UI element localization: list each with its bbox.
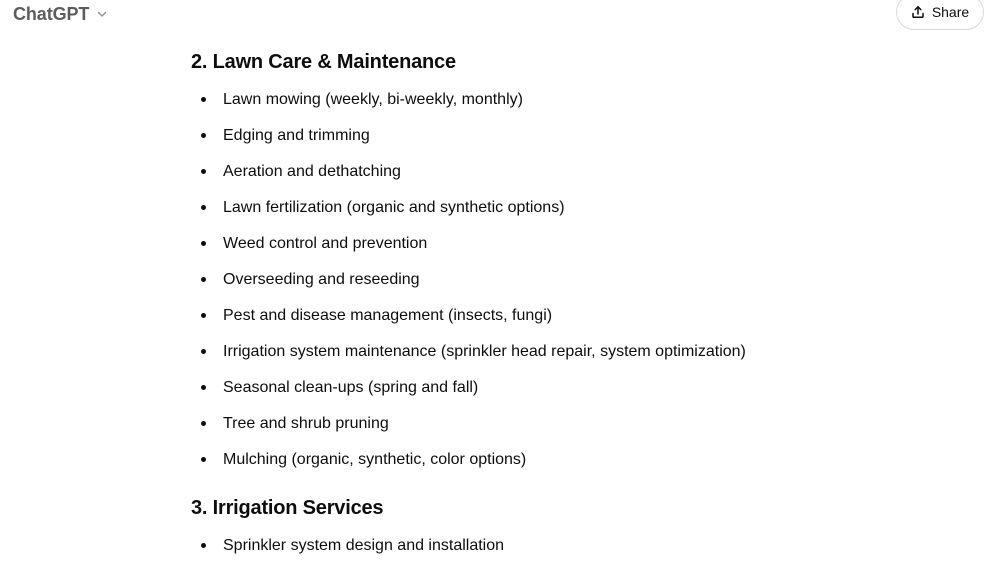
list-item (191, 528, 871, 564)
list-item (191, 262, 871, 298)
list-item-text: Irrigation system maintenance (sprinkler head repair, system optimization) (223, 343, 746, 360)
model-switcher[interactable] (13, 3, 108, 25)
list-item (191, 442, 871, 478)
bullet (201, 313, 206, 318)
bullet (201, 241, 206, 246)
list-item (191, 226, 871, 262)
list-item-text: Mulching (organic, synthetic, color options) (223, 451, 527, 468)
list-item-text: Weed control and prevention (223, 235, 428, 252)
bullet (201, 277, 206, 282)
share-label: Share (931, 4, 970, 20)
bullet (201, 169, 206, 174)
list-item-text: Edging and trimming (223, 127, 370, 144)
list-item (191, 406, 871, 442)
share-button[interactable] (896, 0, 984, 30)
share-icon (911, 5, 925, 19)
bullet (201, 349, 206, 354)
list-item-text: Lawn mowing (weekly, bi-weekly, monthly) (223, 91, 523, 108)
list-item (191, 118, 871, 154)
section-heading: 2. Lawn Care & Maintenance (191, 51, 456, 73)
list-item-text: Seasonal clean-ups (spring and fall) (223, 379, 479, 396)
bullet (201, 421, 206, 426)
list-item-text: Sprinkler system design and installation (223, 537, 505, 554)
list-item-text: Overseeding and reseeding (223, 271, 420, 288)
section-list (191, 82, 871, 478)
list-item-text: Tree and shrub pruning (223, 415, 389, 432)
list-item-text: Pest and disease management (insects, fungi) (223, 307, 553, 324)
list-item (191, 298, 871, 334)
bullet (201, 133, 206, 138)
bullet (201, 457, 206, 462)
top-bar (0, 0, 992, 34)
bullet (201, 543, 206, 548)
model-name: ChatGPT (13, 3, 90, 24)
list-item-text: Lawn fertilization (organic and synthetic options) (223, 199, 565, 216)
bullet (201, 97, 206, 102)
section-heading: 3. Irrigation Services (191, 497, 384, 519)
list-item (191, 370, 871, 406)
list-item (191, 190, 871, 226)
list-item (191, 82, 871, 118)
assistant-message (191, 44, 871, 564)
list-item (191, 334, 871, 370)
list-item-text: Aeration and dethatching (223, 163, 401, 180)
list-item (191, 154, 871, 190)
bullet (201, 205, 206, 210)
section-list (191, 528, 871, 564)
bullet (201, 385, 206, 390)
chevron-down-icon (96, 8, 108, 20)
